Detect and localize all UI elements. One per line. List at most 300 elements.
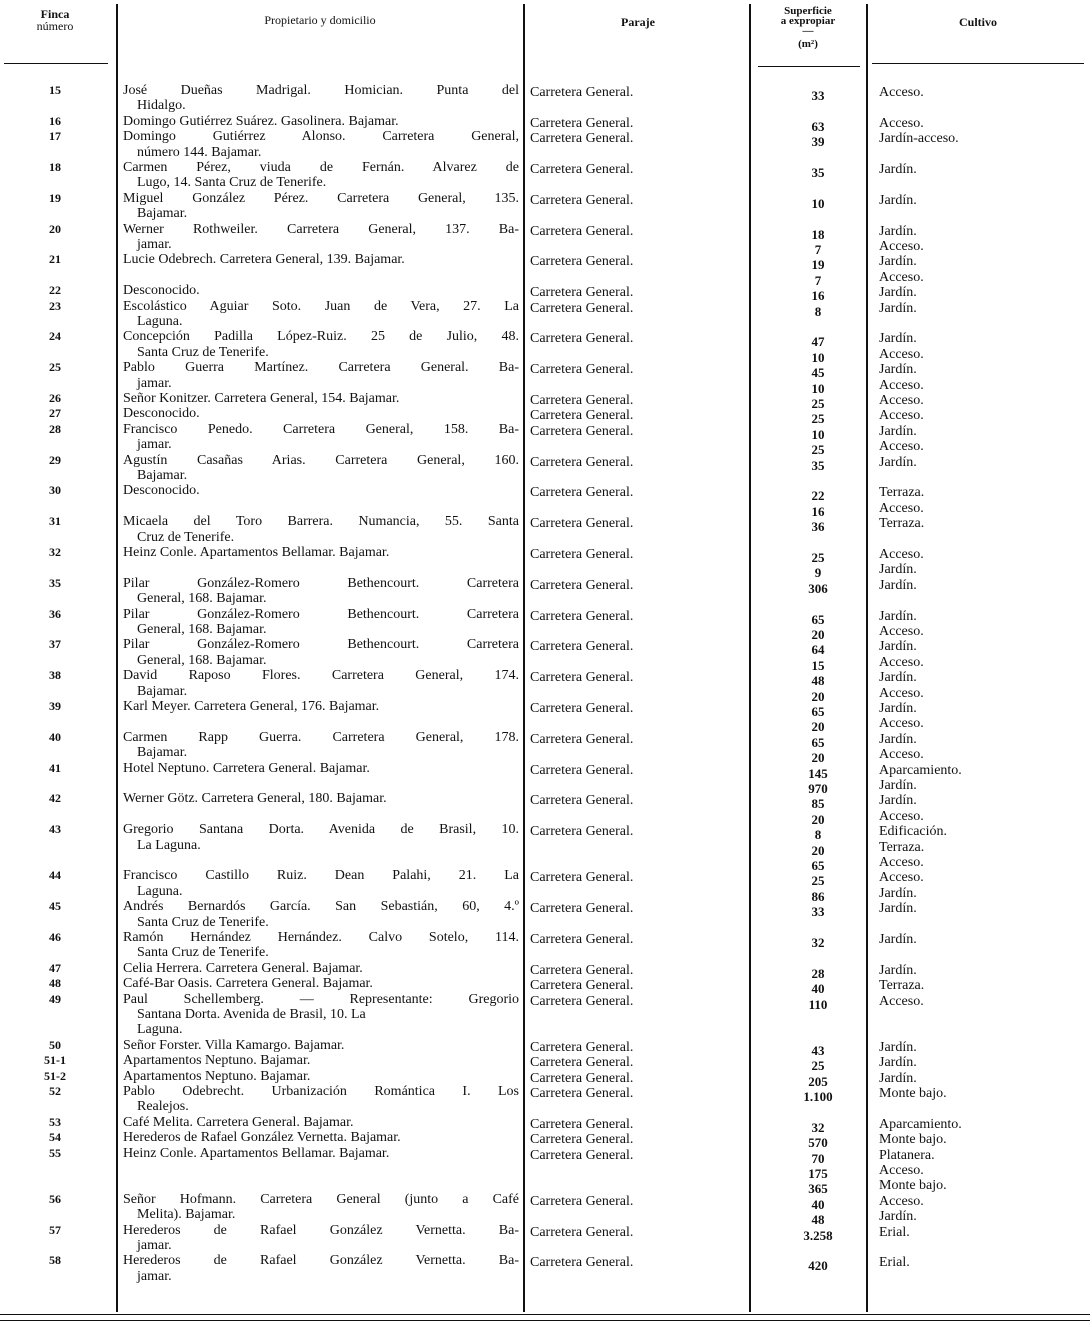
owner-address-line: Realejos. xyxy=(137,1099,189,1115)
owner-address-line: Desconocido. xyxy=(123,283,200,299)
finca-number-line: 44 xyxy=(49,868,61,883)
superficie-value-line: 33 xyxy=(811,88,825,103)
cultivo-value-line: Acceso. xyxy=(879,115,924,131)
superficie-value xyxy=(770,997,866,1012)
superficie-value xyxy=(770,766,866,797)
owner-address-line: Francisco Castillo Ruiz. Dean Palahi, 21. La xyxy=(123,868,519,884)
superficie-value-line: 16 xyxy=(811,503,825,519)
owner-address xyxy=(123,1115,519,1130)
paraje-value-line: Carretera General. xyxy=(530,547,634,562)
paraje-value xyxy=(530,1194,746,1209)
finca-number xyxy=(10,992,100,1007)
paraje-value-line: Carretera General. xyxy=(530,285,634,301)
superficie-value-line: 20 xyxy=(811,719,825,735)
owner-address xyxy=(123,1069,519,1084)
finca-number xyxy=(10,730,100,745)
paraje-value-line: Carretera General. xyxy=(530,1193,634,1209)
paraje-value-line: Carretera General. xyxy=(530,731,634,747)
superficie-value-line: 25 xyxy=(811,411,825,427)
finca-number-line: 46 xyxy=(49,930,61,944)
paraje-value-line: Carretera General. xyxy=(530,1055,634,1071)
superficie-value xyxy=(770,550,866,581)
cultivo-value xyxy=(879,793,1079,824)
cultivo-value-line: Acceso. xyxy=(879,393,924,408)
owner-address-line: General, 168. Bajamar. xyxy=(137,652,267,668)
paraje-value xyxy=(530,516,746,531)
owner-address xyxy=(123,868,519,899)
cultivo-value xyxy=(879,670,1079,701)
owner-address-line: Carmen Rapp Guerra. Carretera General, 178. xyxy=(123,729,519,745)
owner-address-line: número 144. Bajamar. xyxy=(137,144,262,160)
owner-address-line: Werner Götz. Carretera General, 180. Bajamar. xyxy=(123,791,387,807)
superficie-value xyxy=(770,257,866,288)
finca-number xyxy=(10,1053,100,1068)
cultivo-value xyxy=(879,393,1079,408)
cultivo-value xyxy=(879,1055,1079,1070)
paraje-value-line: Carretera General. xyxy=(530,300,634,316)
finca-number-line: 49 xyxy=(49,991,61,1006)
owner-address xyxy=(123,545,519,560)
cultivo-value-line: Acceso. xyxy=(879,654,924,670)
paraje-value-line: Carretera General. xyxy=(530,454,634,470)
owner-address-line: General, 168. Bajamar. xyxy=(137,591,267,607)
superficie-value xyxy=(770,1197,866,1228)
superficie-value-line: 65 xyxy=(811,611,825,627)
finca-number xyxy=(10,899,100,914)
cultivo-value xyxy=(879,1194,1079,1225)
owner-address xyxy=(123,1084,519,1115)
owner-address xyxy=(123,1053,519,1068)
cultivo-value-line: Acceso. xyxy=(879,238,924,254)
cultivo-value-line: Erial. xyxy=(879,1224,910,1240)
cultivo-value-line: Acceso. xyxy=(879,808,924,824)
superficie-value xyxy=(770,827,866,873)
finca-number xyxy=(10,299,100,314)
owner-address xyxy=(123,637,519,668)
owner-address-line: Micaela del Toro Barrera. Numancia, 55. Santa xyxy=(123,514,519,530)
cultivo-value-line: Jardín. xyxy=(879,162,917,177)
paraje-value xyxy=(530,1086,746,1101)
superficie-value-line: 65 xyxy=(811,734,825,750)
superficie-value-line: 16 xyxy=(811,288,825,304)
superficie-value xyxy=(770,1228,866,1243)
finca-number-line: 22 xyxy=(49,283,61,298)
finca-number xyxy=(10,961,100,976)
finca-number xyxy=(10,1223,100,1238)
cultivo-value-line: Acceso. xyxy=(879,993,924,1009)
paraje-value-line: Carretera General. xyxy=(530,670,634,686)
finca-number-line: 36 xyxy=(49,606,61,621)
finca-number-line: 40 xyxy=(49,729,61,744)
finca-number-line: 31 xyxy=(49,514,61,529)
finca-number-line: 53 xyxy=(49,1114,61,1129)
finca-number-line: 27 xyxy=(49,406,61,421)
finca-number xyxy=(10,822,100,837)
superficie-value-line: 25 xyxy=(811,550,825,565)
cultivo-value-line: Jardín. xyxy=(879,731,917,747)
cultivo-value xyxy=(879,1040,1079,1055)
cultivo-value-line: Jardín. xyxy=(879,701,917,716)
superficie-value xyxy=(770,1135,866,1150)
cultivo-value xyxy=(879,1071,1079,1086)
finca-number xyxy=(10,930,100,945)
owner-address-line: Desconocido. xyxy=(123,483,200,499)
paraje-value xyxy=(530,301,746,316)
owner-address xyxy=(123,406,519,421)
cultivo-value-line: Jardín. xyxy=(879,962,917,978)
cultivo-value-line: Acceso. xyxy=(879,377,924,393)
owner-address-line: Ramón Hernández Hernández. Calvo Sotelo, 114. xyxy=(123,930,519,945)
cultivo-value-line: Acceso. xyxy=(879,439,924,455)
superficie-value-line: 7 xyxy=(814,241,822,257)
superficie-value-line: 65 xyxy=(811,704,825,719)
superficie-value-line: 570 xyxy=(808,1135,828,1151)
finca-number-line: 24 xyxy=(49,329,61,344)
cultivo-value-line: Jardín. xyxy=(879,793,917,809)
superficie-value xyxy=(770,119,866,134)
owner-address-line: Laguna. xyxy=(137,883,183,899)
owner-address xyxy=(123,976,519,991)
cultivo-value-line: Acceso. xyxy=(879,1162,924,1178)
cultivo-value-line: Jardín. xyxy=(879,562,917,578)
finca-number xyxy=(10,1130,100,1145)
finca-number-line: 25 xyxy=(49,360,61,375)
superficie-value-line: 39 xyxy=(811,134,825,150)
superficie-value-line: 20 xyxy=(811,811,825,827)
superficie-value-line: 64 xyxy=(811,642,825,658)
finca-number-line: 16 xyxy=(49,113,61,128)
cultivo-value-line: Jardín. xyxy=(879,1055,917,1071)
owner-address xyxy=(123,453,519,484)
paraje-value-line: Carretera General. xyxy=(530,223,634,239)
header-finca xyxy=(10,8,100,32)
finca-number-line: 17 xyxy=(49,129,61,144)
superficie-value-line: 10 xyxy=(811,195,825,211)
header-superficie-dash: — xyxy=(802,25,814,37)
owner-address-line: Andrés Bernardós García. San Sebastián, 60, 4.º xyxy=(123,899,519,915)
header-finca-line2: número xyxy=(36,19,74,33)
cultivo-value-line: Erial. xyxy=(879,1255,910,1271)
cultivo-value-line: Terraza. xyxy=(879,485,925,501)
owner-address-line: Laguna. xyxy=(137,313,183,329)
superficie-value xyxy=(770,396,866,411)
paraje-value xyxy=(530,793,746,808)
paraje-value xyxy=(530,1255,746,1270)
finca-number-line: 54 xyxy=(49,1130,61,1145)
superficie-value xyxy=(770,796,866,827)
finca-number-line: 39 xyxy=(49,699,61,713)
owner-address-line: General, 168. Bajamar. xyxy=(137,621,267,637)
cultivo-value xyxy=(879,1086,1079,1101)
owner-address-line: Café Melita. Carretera General. Bajamar. xyxy=(123,1114,354,1130)
paraje-value xyxy=(530,1132,746,1147)
finca-number-line: 50 xyxy=(49,1037,61,1052)
cultivo-value-line: Acceso. xyxy=(879,854,924,870)
cultivo-value-line: Acceso. xyxy=(879,716,924,732)
cultivo-value-line: Terraza. xyxy=(879,978,925,994)
superficie-value xyxy=(770,1120,866,1135)
header-paraje: Paraje xyxy=(621,15,655,29)
cultivo-value-line: Acceso. xyxy=(879,408,924,424)
superficie-value-line: 10 xyxy=(811,426,825,442)
owner-address xyxy=(123,607,519,638)
paraje-value-line: Carretera General. xyxy=(530,577,634,593)
owner-address-line: Santa Cruz de Tenerife. xyxy=(137,914,269,930)
finca-number xyxy=(10,360,100,375)
owner-address-line: José Dueñas Madrigal. Homician. Punta del xyxy=(123,83,519,98)
finca-number xyxy=(10,1069,100,1084)
paraje-value-line: Carretera General. xyxy=(530,1086,634,1101)
cultivo-value-line: Acceso. xyxy=(879,547,924,562)
owner-address-line: Agustín Casañas Arias. Carretera General, 160. xyxy=(123,452,519,468)
cultivo-value xyxy=(879,331,1079,362)
owner-address xyxy=(123,514,519,545)
finca-number xyxy=(10,283,100,298)
cultivo-value xyxy=(879,285,1079,300)
cultivo-value xyxy=(879,932,1079,947)
owner-address-line: Francisco Penedo. Carretera General, 158. Ba- xyxy=(123,421,519,437)
cultivo-value xyxy=(879,455,1079,470)
superficie-value xyxy=(770,873,866,904)
paraje-value xyxy=(530,763,746,778)
superficie-value-line: 25 xyxy=(811,873,825,889)
paraje-value-line: Carretera General. xyxy=(530,639,634,655)
superficie-value xyxy=(770,458,866,473)
owner-address-line: Apartamentos Neptuno. Bajamar. xyxy=(123,1068,311,1084)
header-finca-line1: Finca xyxy=(40,7,70,21)
superficie-value-line: 65 xyxy=(811,857,825,873)
owner-address-line: Heinz Conle. Apartamentos Bellamar. Bajamar. xyxy=(123,545,390,560)
owner-address-line: Laguna. xyxy=(137,1022,183,1038)
paraje-value-line: Carretera General. xyxy=(530,978,634,994)
paraje-value-line: Carretera General. xyxy=(530,701,634,716)
finca-number-line: 19 xyxy=(49,190,61,205)
cultivo-value-line: Jardín. xyxy=(879,423,917,439)
superficie-value xyxy=(770,519,866,534)
superficie-value-line: 10 xyxy=(811,380,825,396)
owner-address xyxy=(123,1192,519,1223)
owner-address xyxy=(123,83,519,114)
cultivo-value-line: Monte bajo. xyxy=(879,1086,947,1101)
owner-address-line: Celia Herrera. Carretera General. Bajamar. xyxy=(123,960,363,976)
paraje-value-line: Carretera General. xyxy=(530,1132,634,1148)
paraje-value xyxy=(530,408,746,423)
owner-address-line: Herederos de Rafael González Vernetta. Bajamar. xyxy=(123,1130,401,1146)
owner-address-line: Bajamar. xyxy=(137,683,188,699)
finca-number xyxy=(10,483,100,498)
paraje-value xyxy=(530,963,746,978)
finca-number xyxy=(10,1038,100,1053)
owner-address-line: Miguel González Pérez. Carretera General, 135. xyxy=(123,190,519,206)
superficie-value xyxy=(770,334,866,365)
paraje-value xyxy=(530,193,746,208)
superficie-value-line: 32 xyxy=(811,935,825,950)
cultivo-value xyxy=(879,994,1079,1009)
superficie-value-line: 70 xyxy=(811,1150,825,1166)
superficie-value-line: 32 xyxy=(811,1119,825,1135)
superficie-value-line: 15 xyxy=(811,657,825,673)
owner-address-line: Werner Rothweiler. Carretera General, 137. Ba- xyxy=(123,221,519,237)
paraje-value-line: Carretera General. xyxy=(530,516,634,532)
finca-number-line: 58 xyxy=(49,1253,61,1268)
owner-address xyxy=(123,329,519,360)
owner-address xyxy=(123,930,519,961)
header-superficie-line2: a expropiar xyxy=(780,15,836,27)
finca-number xyxy=(10,329,100,344)
owner-address-line: Lugo, 14. Santa Cruz de Tenerife. xyxy=(137,175,327,191)
owner-address-line: Escolástico Aguiar Soto. Juan de Vera, 27. La xyxy=(123,298,519,314)
owner-address-line: Domingo Gutiérrez Alonso. Carretera General, xyxy=(123,129,519,145)
finca-number-line: 41 xyxy=(49,760,61,775)
paraje-value-line: Carretera General. xyxy=(530,1147,634,1163)
cultivo-value-line: Jardín. xyxy=(879,639,917,655)
paraje-value-line: Carretera General. xyxy=(530,131,634,147)
owner-address-line: Melita). Bajamar. xyxy=(137,1207,236,1223)
cultivo-value-line: Terraza. xyxy=(879,839,925,855)
superficie-value-line: 36 xyxy=(811,519,825,535)
finca-number xyxy=(10,607,100,622)
cultivo-value xyxy=(879,131,1079,146)
superficie-value xyxy=(770,1151,866,1197)
finca-number xyxy=(10,1146,100,1161)
cultivo-value-line: Acceso. xyxy=(879,346,924,362)
finca-number xyxy=(10,699,100,714)
cultivo-value xyxy=(879,485,1079,516)
owner-address-line: jamar. xyxy=(137,236,172,252)
owner-address xyxy=(123,252,519,267)
cultivo-value xyxy=(879,824,1079,870)
superficie-value xyxy=(770,365,866,396)
paraje-value-line: Carretera General. xyxy=(530,423,634,439)
paraje-value xyxy=(530,578,746,593)
paraje-value-line: Carretera General. xyxy=(530,85,634,100)
owner-address-line: Herederos de Rafael González Vernetta. Ba- xyxy=(123,1253,519,1269)
superficie-value xyxy=(770,134,866,149)
finca-number xyxy=(10,129,100,144)
owner-address xyxy=(123,129,519,160)
cultivo-value xyxy=(879,1225,1079,1240)
finca-number xyxy=(10,545,100,560)
cultivo-value-line: Jardín. xyxy=(879,300,917,316)
superficie-value-line: 25 xyxy=(811,442,825,458)
owner-address xyxy=(123,191,519,222)
finca-number-line: 32 xyxy=(49,545,61,559)
superficie-value xyxy=(770,981,866,996)
cultivo-value-line: Jardín. xyxy=(879,885,917,901)
paraje-value xyxy=(530,701,746,716)
owner-address-line: Concepción Padilla López-Ruiz. 25 de Julio, 48. xyxy=(123,329,519,345)
paraje-value-line: Carretera General. xyxy=(530,762,634,778)
finca-number-line: 29 xyxy=(49,452,61,467)
finca-number xyxy=(10,191,100,206)
paraje-value-line: Carretera General. xyxy=(530,793,634,809)
column-rule xyxy=(116,4,118,1312)
owner-address-line: Herederos de Rafael González Vernetta. Ba- xyxy=(123,1222,519,1238)
cultivo-value-line: Jardín. xyxy=(879,1039,917,1055)
owner-address-line: Bajamar. xyxy=(137,745,188,761)
owner-address xyxy=(123,283,519,298)
owner-address xyxy=(123,1038,519,1053)
column-rule xyxy=(749,4,751,1312)
superficie-value xyxy=(770,227,866,258)
owner-address xyxy=(123,791,519,806)
owner-address-line: Gregorio Santana Dorta. Avenida de Brasil, 10. xyxy=(123,822,519,838)
owner-address xyxy=(123,699,519,714)
superficie-value-line: 43 xyxy=(811,1042,825,1058)
finca-number-line: 57 xyxy=(49,1222,61,1237)
owner-address xyxy=(123,1223,519,1254)
finca-number-line: 45 xyxy=(49,899,61,914)
finca-number xyxy=(10,83,100,98)
owner-address-line: jamar. xyxy=(137,1268,172,1284)
superficie-value-line: 63 xyxy=(811,118,825,134)
finca-number xyxy=(10,791,100,806)
paraje-value-line: Carretera General. xyxy=(530,192,634,208)
owner-address-line: Señor Forster. Villa Kamargo. Bajamar. xyxy=(123,1037,345,1053)
finca-number-line: 28 xyxy=(49,421,61,436)
paraje-value-line: Carretera General. xyxy=(530,254,634,270)
paraje-value xyxy=(530,362,746,377)
cultivo-value xyxy=(879,424,1079,455)
paraje-value xyxy=(530,1225,746,1240)
cultivo-value xyxy=(879,701,1079,732)
paraje-value-line: Carretera General. xyxy=(530,993,634,1009)
superficie-value xyxy=(770,488,866,519)
finca-number xyxy=(10,976,100,991)
owner-address-line: Santa Cruz de Tenerife. xyxy=(137,945,269,961)
superficie-value-line: 10 xyxy=(811,349,825,365)
superficie-value xyxy=(770,612,866,643)
owner-address xyxy=(123,1130,519,1145)
owner-address-line: Santa Cruz de Tenerife. xyxy=(137,344,269,360)
finca-number-line: 48 xyxy=(49,976,61,991)
superficie-value xyxy=(770,735,866,766)
finca-number xyxy=(10,668,100,683)
cultivo-value-line: Acceso. xyxy=(879,870,924,886)
finca-number-line: 37 xyxy=(49,637,61,652)
superficie-value-line: 40 xyxy=(811,981,825,997)
superficie-value-line: 85 xyxy=(811,796,825,812)
superficie-value xyxy=(770,196,866,211)
finca-number-line: 55 xyxy=(49,1145,61,1160)
cultivo-value-line: Jardín. xyxy=(879,577,917,593)
owner-address-line: Desconocido. xyxy=(123,406,200,422)
superficie-value-line: 3.258 xyxy=(803,1227,833,1243)
owner-address xyxy=(123,961,519,976)
paraje-value-line: Carretera General. xyxy=(530,932,634,947)
finca-number xyxy=(10,160,100,175)
finca-number-line: 21 xyxy=(49,252,61,267)
finca-number xyxy=(10,422,100,437)
cultivo-value-line: Jardín. xyxy=(879,362,917,378)
finca-number xyxy=(10,761,100,776)
finca-number-line: 18 xyxy=(49,160,61,174)
finca-number xyxy=(10,637,100,652)
superficie-value-line: 20 xyxy=(811,626,825,642)
owner-address-line: Santana Dorta. Avenida de Brasil, 10. La xyxy=(137,1006,366,1022)
bottom-rule xyxy=(0,1320,1090,1321)
cultivo-value xyxy=(879,408,1079,423)
finca-number-line: 23 xyxy=(49,298,61,313)
column-rule xyxy=(523,4,525,1312)
cultivo-value xyxy=(879,547,1079,578)
cultivo-value-line: Jardín. xyxy=(879,331,917,347)
owner-address-line: Señor Hofmann. Carretera General (junto a Café xyxy=(123,1191,519,1207)
owner-address-line: Domingo Gutiérrez Suárez. Gasolinera. Bajamar. xyxy=(123,113,399,129)
owner-address-line: Bajamar. xyxy=(137,467,188,483)
superficie-value-line: 205 xyxy=(808,1073,828,1089)
superficie-value xyxy=(770,581,866,596)
